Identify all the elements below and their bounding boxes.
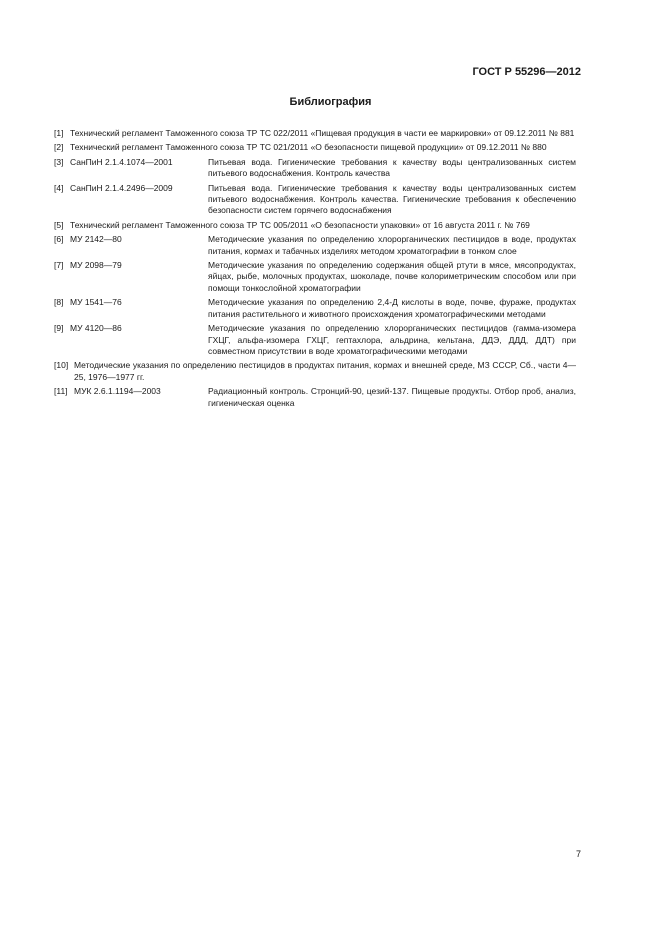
bibliography-entry-9 (54, 323, 576, 357)
entry-number: [6] (54, 234, 64, 245)
entry-text: Технический регламент Таможенного союза ТР ТС 021/2011 «О безопасности пищевой продукции» от 09.12.2011 № 880 (70, 142, 547, 153)
entry-number: [8] (54, 297, 64, 308)
bibliography-entry-2 (54, 142, 576, 153)
entry-number: [11] (54, 386, 68, 397)
bibliography-entry-5 (54, 220, 576, 231)
entry-code: МУ 2142—80 (70, 234, 122, 245)
entry-text: Методические указания по определению хлорорганических пестицидов в воде, продуктах питания, кормах и табачных изделиях методом хроматографии в тонком слое (208, 234, 576, 256)
entry-number: [4] (54, 182, 64, 193)
bibliography-entry-1 (54, 128, 576, 139)
entry-text: Технический регламент Таможенного союза ТР ТС 005/2011 «О безопасности упаковки» от 16 августа 2011 г. № 769 (70, 219, 530, 230)
entry-code: МУ 2098—79 (70, 260, 122, 271)
entry-number: [5] (54, 219, 64, 230)
entry-number: [2] (54, 142, 64, 153)
entry-number: [3] (54, 156, 64, 167)
page-number: 7 (575, 849, 581, 859)
entry-code: СанПиН 2.1.4.1074—2001 (70, 156, 173, 167)
entry-text: Технический регламент Таможенного союза ТР ТС 022/2011 «Пищевая продукция в части ее маркировки» от 09.12.2011 № 881 (70, 128, 575, 138)
bibliography-entry-11 (54, 386, 576, 409)
entry-text: Радиационный контроль. Стронций-90, цезий-137. Пищевые продукты. Отбор проб, анализ, гигиеническая оценка (208, 386, 576, 408)
entry-text: Методические указания по определению хлорорганических пестицидов (гамма-изомера ГХЦГ, альфа-изомера ГХЦГ, гептахлора, альдрина, кельтана, ДДЭ, ДДД, ДДТ) при совместном присутствии в воде хроматографическими методами (208, 323, 576, 356)
bibliography-entry-4 (54, 183, 576, 217)
entry-text: Методические указания по определению пестицидов в продуктах питания, кормах и внешней среде, МЗ СССР, Сб., части 4—25, 1976—1977 гг. (74, 360, 576, 382)
bibliography-entry-6 (54, 234, 576, 257)
entry-code: СанПиН 2.1.4.2496—2009 (70, 182, 173, 193)
entry-text: Методические указания по определению 2,4-Д кислоты в воде, почве, фураже, продуктах питания растительного и животного происхождения хроматографическими методами (208, 297, 576, 319)
entry-number: [10] (54, 360, 69, 371)
bibliography-entry-10 (54, 360, 576, 383)
entry-code: МУК 2.6.1.1194—2003 (74, 386, 161, 397)
entry-number: [9] (54, 323, 64, 334)
entry-number: [7] (54, 260, 64, 271)
entry-text: Питьевая вода. Гигиенические требования к качеству воды централизованных систем питьевого водоснабжения. Контроль качества (208, 156, 576, 179)
bibliography-entry-8 (54, 297, 576, 320)
entry-code: МУ 1541—76 (70, 297, 122, 308)
bibliography-entry-3 (54, 157, 576, 180)
bibliography-entry-7 (54, 260, 576, 294)
document-header: ГОСТ Р 55296—2012 (472, 66, 581, 78)
entry-code: МУ 4120—86 (70, 323, 122, 334)
section-title: Библиография (289, 96, 372, 108)
entry-text: Питьевая вода. Гигиенические требования к качеству воды централизованных систем питьевого водоснабжения. Контроль качества. Гигиенические требования к обеспечению безопасности систем горячего водоснабжения (208, 182, 576, 216)
entry-text: Методические указания по определению содержания общей ртути в мясе, мясопродуктах, яйцах, рыбе, молочных продуктах, шоколаде, почве колориметрическим способом или при помощи тонкослойной хроматографии (208, 260, 576, 293)
entry-number: [1] (54, 128, 64, 138)
bibliography-list (54, 128, 576, 412)
